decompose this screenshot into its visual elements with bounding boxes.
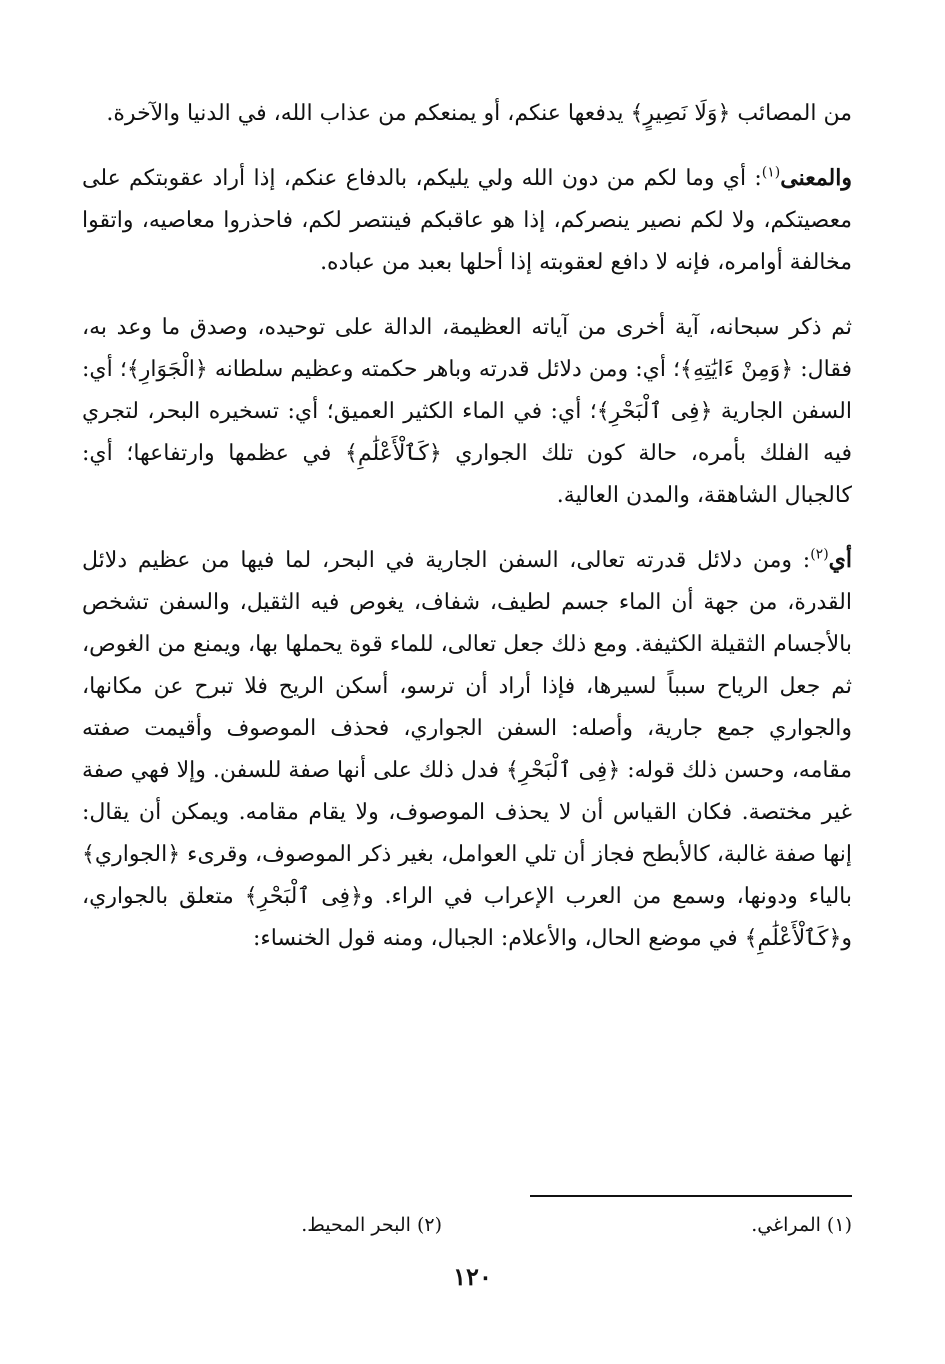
page-number: ١٢٠: [453, 1262, 492, 1291]
footnote-1: (١) المراغي.: [751, 1214, 852, 1236]
footnotes: [82, 1210, 852, 1244]
paragraph-3: [82, 306, 852, 517]
paragraph-lead: أي: [828, 547, 852, 573]
paragraph-text: : ومن دلائل قدرته تعالى، السفن الجارية في البحر، لما فيها من عظيم دلائل القدرة، من جهة أن الماء جسم لطيف، شفاف، يغوص فيه الثقيل، والسفن تشخص بالأجسام الثقيلة الكثيفة. ومع ذلك جعل تعالى، للماء قوة يحملها بها، ويمنع من الغوص، ثم جعل الرياح سبباً لسيرها، فإذا أراد أن ترسو، أسكن الريح فلا تبرح عن مكانها، والجواري جمع جارية، وأصله: السفن الجواري، فحذف الموصوف وأقيمت صفته مقامه، وحسن ذلك قوله: ﴿فِى ٱلْبَحْرِ﴾ فدل ذلك على أنها صفة للسفن. وإلا فهي صفة غير مختصة. فكان القياس أن لا يحذف الموصوف، ولا يقام مقامه. ويمكن أن يقال: إنها صفة غالبة، كالأبطح فجاز أن تلي العوامل، بغير ذكر الموصوف، وقرىء ﴿الجواري﴾ بالياء ودونها، وسمع من العرب الإعراب في الراء. و﴿فِى ٱلْبَحْرِ﴾ متعلق بالجواري، و﴿كَٱلْأَعْلَٰمِ﴾ في موضع الحال، والأعلام: الجبال، ومنه قول الخنساء:: [82, 548, 852, 951]
paragraph-text: من المصائب ﴿وَلَا نَصِيرٍ﴾ يدفعها عنكم، أو يمنعكم من عذاب الله، في الدنيا والآخرة.: [106, 101, 852, 126]
paragraph-1: [82, 92, 852, 135]
paragraph-text: : أي وما لكم من دون الله ولي يليكم، بالدفاع عنكم، إذا أراد عقوبتكم على معصيتكم، ولا لكم نصير ينصركم، إذا هو عاقبكم فينتصر لكم، فاحذروا معاصيه، واتقوا مخالفة أوامره، فإنه لا دافع لعقوبته إذا أحلها بعبد من عباده.: [82, 166, 852, 275]
main-text: [82, 92, 852, 982]
paragraph-2: [82, 157, 852, 284]
paragraph-text: ثم ذكر سبحانه، آية أخرى من آياته العظيمة، الدالة على توحيده، وصدق ما وعد به، فقال: ﴿وَمِنْ ءَايَٰتِهِ﴾؛ أي: ومن دلائل قدرته وباهر حكمته وعظيم سلطانه ﴿الْجَوَارِ﴾؛ أي: السفن الجارية ﴿فِى ٱلْبَحْرِ﴾؛ أي: في الماء الكثير العميق؛ أي: تسخيره البحر، لتجري فيه الفلك بأمره، حالة كون تلك الجواري ﴿كَٱلْأَعْلَٰمِ﴾ في عظمها وارتفاعها؛ أي: كالجبال الشاهقة، والمدن العالية.: [82, 315, 852, 508]
footnote-marker: (١): [761, 164, 781, 181]
paragraph-4: [82, 539, 852, 960]
footnote-divider: [530, 1195, 852, 1197]
footnote-2: (٢) البحر المحيط.: [301, 1214, 442, 1236]
footnote-marker: (٢): [810, 546, 829, 563]
paragraph-lead: والمعنى: [780, 165, 852, 191]
